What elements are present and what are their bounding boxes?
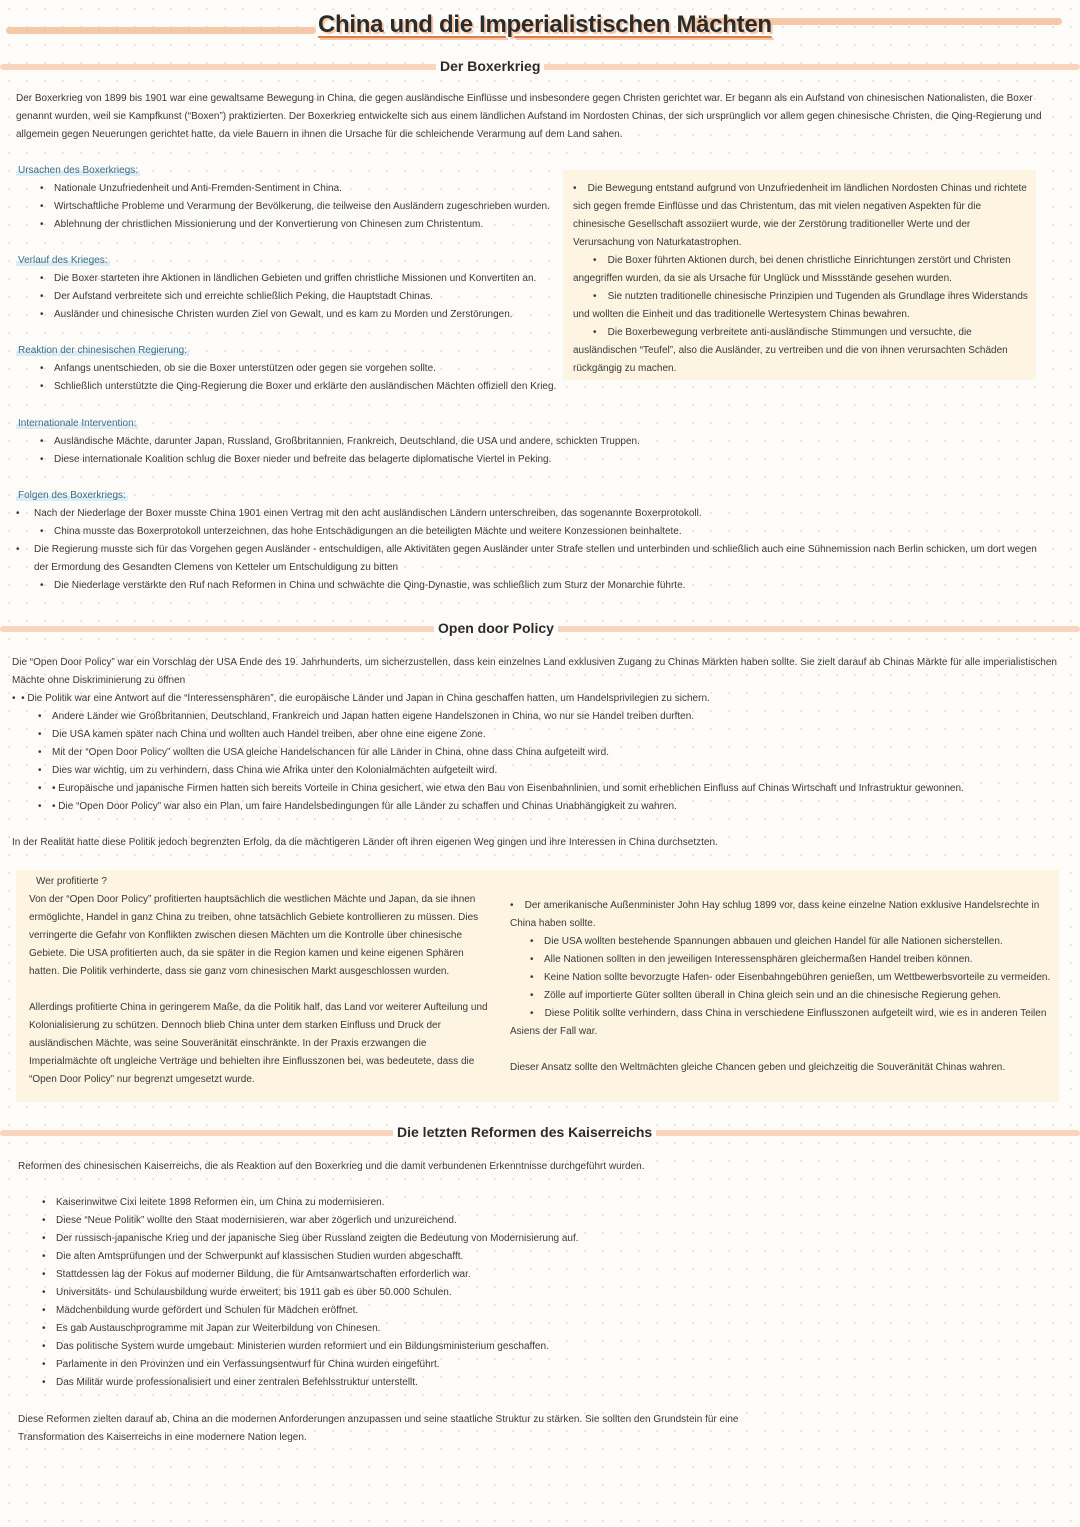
list-item: • Diese “Neue Politik” wollte den Staat modernisieren, war aber zögerlich und unzureichend. — [42, 1212, 579, 1230]
list-item: • Nach der Niederlage der Boxer musste China 1901 einen Vertrag mit den acht ausländischen Ländern unterschreiben, das sogenannte Boxerprotokoll. — [16, 505, 702, 523]
consequences-sublist-1 — [40, 523, 682, 541]
course-list — [40, 270, 536, 324]
who-profited-heading: Wer profitierte ? — [36, 876, 107, 887]
open-door-intro: Die “Open Door Policy” war ein Vorschlag der USA Ende des 19. Jahrhunderts, um sicherzustellen, dass kein einzelnes Land exklusiven Zugang zu Chinas Märkten haben sollte. Sie zielt darauf ab Chinas Märkte für alle imperialistischen Mächte ohne Diskriminierung zu öffnen — [12, 657, 1057, 686]
list-item: • Die USA wollten bestehende Spannungen abbauen und gleichen Handel für alle Nationen sicherstellen. — [530, 933, 1050, 951]
boxerkrieg-intro: Der Boxerkrieg von 1899 bis 1901 war eine gewaltsame Bewegung in China, die gegen ausländische Einflüsse und insbesondere gegen Christen gerichtet war. Er begann als ein Aufstand von chinesischen Nationalisten, die Boxer genannt wurden, weil sie Kampfkunst (“Boxen”) praktizierten. Der Boxerkrieg entwickelte sich aus einem ländlichen Aufstand im Nordosten Chinas, der sich ursprünglich vor allem gegen chinesische Christen, die Qing-Regierung und allgemein gegen Neuerungen gerichtet hatte, da viele Bauern in ihnen die Ursache für die schleichende Verarmung auf dem Land sahen. — [16, 93, 1042, 140]
list-item: • Die alten Amtsprüfungen und der Schwerpunkt auf klassischen Studien wurden abgeschafft. — [42, 1248, 579, 1266]
who-profited-box — [16, 870, 1059, 1102]
boxer-movement-note-box: • Die Bewegung entstand aufgrund von Unzufriedenheit im ländlichen Nordosten Chinas und richtete sich gegen fremde Einflüsse und das Christentum, das mit vielen negativen Aspekten für die chinesische Gesellschaft assoziiert wurde, wie der Zerstörung traditioneller Werte und der Verursachung von Naturkatastrophen. • Die Boxer führten Aktionen durch, bei denen christliche Einrichtungen zerstört und Christen angegriffen wurden, da sie als Ursache für Unglück und Missstände gesehen wurden. • Sie nutzten traditionelle chinesische Prinzipien und Tugenden als Grundlage ihres Widerstands und wollten die Einheit und das traditionelle Wertesystem Chinas bewahren. • Die Boxerbewegung verbreitete anti-ausländische Stimmungen und versuchte, die ausländischen “Teufel”, also die Ausländer, zu vertreiben und die von ihnen verursachten Schäden rückgängig zu machen. — [563, 170, 1036, 380]
list-item: • Kaiserinwitwe Cixi leitete 1898 Reformen ein, um China zu modernisieren. — [42, 1194, 579, 1212]
reaction-list — [40, 360, 556, 396]
section-title-reformen: Die letzten Reformen des Kaiserreichs — [393, 1122, 656, 1142]
note-item: Die Bewegung entstand aufgrund von Unzufriedenheit im ländlichen Nordosten Chinas und richtete sich gegen fremde Einflüsse und das Christentum, das mit vielen negativen Aspekten für die chinesische Gesellschaft assoziiert wurde, wie der Zerstörung traditioneller Werte und der Verursachung von Naturkatastrophen. — [573, 183, 1027, 248]
john-hay-list — [530, 933, 1050, 1005]
causes-list — [40, 180, 550, 234]
list-item: • Die Niederlage verstärkte den Ruf nach Reformen in China und schwächte die Qing-Dynastie, was schließlich zum Sturz der Monarchie führte. — [40, 577, 685, 595]
list-item: • Die USA kamen später nach China und wollten auch Handel treiben, aber ohne eine eigene Zone. — [38, 726, 964, 744]
list-item: • China musste das Boxerprotokoll unterzeichnen, das hohe Entschädigungen an die beteiligten Mächte und weitere Konzessionen beinhaltete. — [40, 523, 682, 541]
who-profited-para-2: Allerdings profitierte China in geringerem Maße, da die Politik half, das Land vor weiterer Aufteilung und Kolonialisierung zu schützen. Dennoch blieb China unter dem starken Einfluss und Druck der ausländischen Mächte, was seine Souveränität einschränkte. In der Praxis erzwangen die Imperialmächte oft ungleiche Verträge und behielten ihre Einflusszonen bei, was bedeutete, dass die “Open Door Policy” nur begrenzt umgesetzt wurde. — [29, 1002, 488, 1085]
list-item: • Keine Nation sollte bevorzugte Hafen- oder Eisenbahngebühren genießen, um Wettbewerbsvorteile zu vermeiden. — [530, 969, 1050, 987]
list-item: • Es gab Austauschprogramme mit Japan zur Weiterbildung von Chinesen. — [42, 1320, 579, 1338]
john-hay-end: Dieser Ansatz sollte den Weltmächten gleiche Chancen geben und gleichzeitig die Souveränität Chinas wahren. — [510, 1062, 1006, 1073]
open-door-first-item: • • Die Politik war eine Antwort auf die “Interessensphären”, die europäische Länder und Japan in China geschaffen hatten, um Handelsprivilegien zu sichern. — [12, 693, 710, 704]
list-item: • Der russisch-japanische Krieg und der japanische Sieg über Russland zeigten die Bedeutung von Modernisierung auf. — [42, 1230, 579, 1248]
list-item: • Schließlich unterstützte die Qing-Regierung die Boxer und erklärte den ausländischen Mächten offiziell den Krieg. — [40, 378, 556, 396]
john-hay-para: • Der amerikanische Außenminister John Hay schlug 1899 vor, dass keine einzelne Nation exklusive Handelsrechte in China haben sollte. — [510, 900, 1040, 929]
section-title-boxerkrieg: Der Boxerkrieg — [436, 56, 544, 76]
open-door-reality: In der Realität hatte diese Politik jedoch begrenzten Erfolg, da die mächtigeren Länder oft ihren eigenen Weg gingen und ihre Interessen in China durchsetzten. — [12, 837, 718, 848]
page-title: China und die Imperialistischen Mächten — [318, 11, 772, 38]
list-item: • Das Militär wurde professionalisiert und einer zentralen Befehlsstruktur unterstellt. — [42, 1374, 579, 1392]
john-hay-last: • Diese Politik sollte verhindern, dass China in verschiedene Einflusszonen aufgeteilt wird, wie es in anderen Teilen Asiens der Fall war. — [510, 1008, 1047, 1037]
list-item: • • Europäische und japanische Firmen hatten sich bereits Vorteile in China gesichert, wie etwa den Bau von Eisenbahnlinien, und somit erheblichen Einfluss auf Chinas Wirtschaft und Infrastruktur gewonnen. — [38, 780, 964, 798]
list-item: • Nationale Unzufriedenheit und Anti-Fremden-Sentiment in China. — [40, 180, 550, 198]
course-heading: Verlauf des Krieges: — [18, 255, 108, 266]
list-item: • Ausländer und chinesische Christen wurden Ziel von Gewalt, und es kam zu Morden und Zerstörungen. — [40, 306, 536, 324]
list-item: • Ablehnung der christlichen Missionierung und der Konvertierung von Chinesen zum Christentum. — [40, 216, 550, 234]
consequences-item-2: • Die Regierung musste sich für das Vorgehen gegen Ausländer - entschuldigen, alle Aktivitäten gegen Ausländer unter Strafe stellen und unterbinden und schließlich auch eine Sühnemission nach Berlin schicken, um dort wegen der Ermordung des Gesandten Clemens von Ketteler um Entschuldigung zu bitten — [16, 544, 1037, 573]
note-item: Die Boxer führten Aktionen durch, bei denen christliche Einrichtungen zerstört und Christen angegriffen wurden, da sie als Ursache für Unglück und Missstände gesehen wurden. — [573, 255, 1011, 284]
who-profited-para-1: Von der “Open Door Policy” profitierten hauptsächlich die westlichen Mächte und Japan, da sie ihnen ermöglichte, Handel in ganz China zu treiben, ohne tatsächlich Gebiete kontrollieren zu müssen. Dies verringerte die Gefahr von Konflikten zwischen diesen Mächten um die Kontrolle über chinesische Gebiete. Die USA profitierten auch, da sie später in die Region kamen und keine eigenen Sphären hatten. Die Politik verhinderte, dass sie ganz vom chinesischen Markt ausgeschlossen wurden. — [29, 894, 479, 977]
list-item: • Ausländische Mächte, darunter Japan, Russland, Großbritannien, Frankreich, Deutschland, die USA und andere, schickten Truppen. — [40, 433, 640, 451]
causes-heading: Ursachen des Boxerkriegs: — [18, 165, 139, 176]
note-item: Sie nutzten traditionelle chinesische Prinzipien und Tugenden als Grundlage ihres Widerstands und wollten die Einheit und das traditionelle Wertesystem Chinas bewahren. — [573, 291, 1028, 320]
section-title-open-door: Open door Policy — [434, 618, 558, 638]
list-item: • Mädchenbildung wurde gefördert und Schulen für Mädchen eröffnet. — [42, 1302, 579, 1320]
list-item: • Zölle auf importierte Güter sollten überall in China gleich sein und an die chinesische Regierung gehen. — [530, 987, 1050, 1005]
title-decor-left — [6, 27, 316, 34]
open-door-list — [38, 708, 964, 816]
list-item: • Dies war wichtig, um zu verhindern, dass China wie Afrika unter den Kolonialmächten aufgeteilt wird. — [38, 762, 964, 780]
reformen-list — [42, 1194, 579, 1392]
list-item: • Wirtschaftliche Probleme und Verarmung der Bevölkerung, die teilweise den Ausländern zugeschrieben wurden. — [40, 198, 550, 216]
consequences-heading: Folgen des Boxerkriegs: — [18, 490, 126, 501]
list-item: • Andere Länder wie Großbritannien, Deutschland, Frankreich und Japan hatten eigene Handelszonen in China, wo nur sie Handel treiben durften. — [38, 708, 964, 726]
reformen-outro: Diese Reformen zielten darauf ab, China an die modernen Anforderungen anzupassen und seine staatliche Struktur zu stärken. Sie sollten den Grundstein für eine Transformation des Kaiserreichs in eine modernere Nation legen. — [18, 1414, 739, 1443]
reformen-intro: Reformen des chinesischen Kaiserreichs, die als Reaktion auf den Boxerkrieg und die damit verbundenen Erkenntnisse durchgeführt wurden. — [18, 1161, 645, 1172]
intervention-heading: Internationale Intervention: — [18, 418, 137, 429]
note-item: Die Boxerbewegung verbreitete anti-ausländische Stimmungen und versuchte, die ausländischen “Teufel”, also die Ausländer, zu vertreiben und die von ihnen verursachten Schäden rückgängig zu machen. — [573, 327, 1008, 374]
list-item: • Anfangs unentschieden, ob sie die Boxer unterstützen oder gegen sie vorgehen sollte. — [40, 360, 556, 378]
list-item: • Das politische System wurde umgebaut: Ministerien wurden reformiert und ein Bildungsministerium geschaffen. — [42, 1338, 579, 1356]
list-item: • Parlamente in den Provinzen und ein Verfassungsentwurf für China wurden eingeführt. — [42, 1356, 579, 1374]
reaction-heading: Reaktion der chinesischen Regierung: — [18, 345, 187, 356]
consequences-list-1 — [16, 505, 702, 523]
list-item: • Der Aufstand verbreitete sich und erreichte schließlich Peking, die Hauptstadt Chinas. — [40, 288, 536, 306]
intervention-list — [40, 433, 640, 469]
list-item: • Diese internationale Koalition schlug die Boxer nieder und befreite das belagerte diplomatische Viertel in Peking. — [40, 451, 640, 469]
list-item: • Mit der “Open Door Policy” wollten die USA gleiche Handelschancen für alle Länder in China, ohne dass China aufgeteilt wird. — [38, 744, 964, 762]
list-item: • • Die “Open Door Policy” war also ein Plan, um faire Handelsbedingungen für alle Länder zu schaffen und Chinas Unabhängigkeit zu wahren. — [38, 798, 964, 816]
list-item: • Die Boxer starteten ihre Aktionen in ländlichen Gebieten und griffen christliche Missionen und Konvertiten an. — [40, 270, 536, 288]
list-item: • Universitäts- und Schulausbildung wurde erweitert; bis 1911 gab es über 50.000 Schulen. — [42, 1284, 579, 1302]
list-item: • Stattdessen lag der Fokus auf moderner Bildung, die für Amtsanwartschaften erforderlich war. — [42, 1266, 579, 1284]
list-item: • Alle Nationen sollten in den jeweiligen Interessensphären gleichermaßen Handel treiben können. — [530, 951, 1050, 969]
consequences-sublist-2 — [40, 577, 685, 595]
